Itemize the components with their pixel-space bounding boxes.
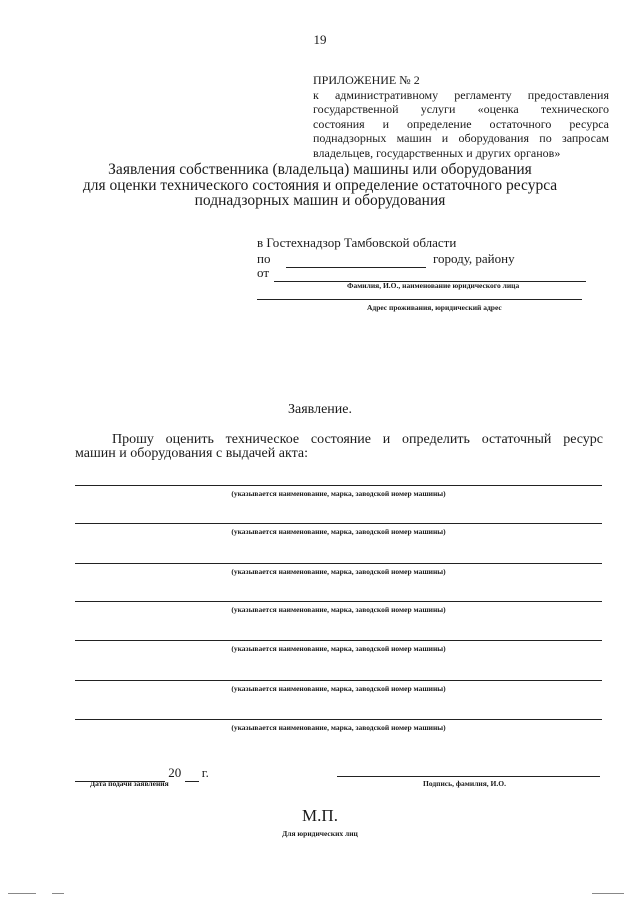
- title-line: Заявления собственника (владельца) машины или оборудования: [108, 161, 532, 178]
- machine-caption: (указывается наименование, марка, заводской номер машины): [231, 605, 446, 614]
- signature-field[interactable]: [337, 776, 600, 777]
- machine-field-3[interactable]: [75, 563, 602, 564]
- machine-caption: (указывается наименование, марка, заводской номер машины): [231, 527, 446, 536]
- applicant-name-field[interactable]: [274, 265, 586, 282]
- machine-field-2[interactable]: [75, 523, 602, 524]
- stamp-label: М.П.: [302, 806, 338, 825]
- address-caption: Адрес проживания, юридический адрес: [367, 303, 502, 312]
- statement-heading: Заявление.: [288, 402, 352, 417]
- page-number: 19: [313, 32, 327, 47]
- machine-caption: (указывается наименование, марка, заводской номер машины): [231, 644, 446, 653]
- footer-mark: [8, 893, 36, 894]
- request-line: Прошу оценить техническое состояние и определить остаточный ресурс: [112, 432, 603, 447]
- title-line: для оценки технического состояния и определение остаточного ресурса: [82, 176, 558, 194]
- year-suffix: г.: [201, 765, 209, 780]
- request-line: машин и оборудования с выдачей акта:: [75, 446, 308, 461]
- district-suffix: городу, району: [432, 251, 515, 266]
- machine-field-6[interactable]: [75, 680, 602, 681]
- machine-caption: (указывается наименование, марка, заводской номер машины): [231, 489, 446, 498]
- machine-field-7[interactable]: [75, 719, 602, 720]
- appendix-line: государственной услуги «оценка технического: [313, 102, 609, 117]
- signature-caption: Подпись, фамилия, И.О.: [423, 779, 506, 788]
- footer-mark: [52, 893, 64, 894]
- applicant-prefix: от: [257, 265, 270, 280]
- date-caption: Дата подачи заявления: [90, 779, 169, 788]
- year-field[interactable]: [185, 765, 199, 782]
- appendix-heading: ПРИЛОЖЕНИЕ № 2: [313, 73, 420, 87]
- stamp-caption: Для юридических лиц: [282, 829, 358, 838]
- document-title: [0, 162, 640, 209]
- title-line: поднадзорных машин и оборудования: [194, 192, 446, 209]
- recipient-line: в Гостехнадзор Тамбовской области: [257, 235, 457, 250]
- machine-caption: (указывается наименование, марка, заводской номер машины): [231, 684, 446, 693]
- machine-caption: (указывается наименование, марка, заводской номер машины): [231, 723, 446, 732]
- year-prefix: 20: [168, 765, 182, 780]
- machine-field-5[interactable]: [75, 640, 602, 641]
- appendix-line: состояния и определение остаточного ресурса: [313, 116, 609, 131]
- appendix-line: к административному регламенту предоставления: [313, 87, 609, 102]
- appendix-line: поднадзорных машин и оборудования по запросам: [313, 131, 609, 146]
- applicant-caption: Фамилия, И.О., наименование юридического лица: [347, 281, 520, 290]
- machine-field-4[interactable]: [75, 601, 602, 602]
- applicant-row: [257, 265, 586, 282]
- appendix-block: [313, 73, 609, 161]
- request-text: [75, 433, 603, 461]
- machine-field-1[interactable]: [75, 485, 602, 486]
- district-prefix: по: [257, 251, 271, 266]
- footer-mark: [592, 893, 624, 894]
- applicant-address-field[interactable]: [257, 299, 582, 300]
- machine-caption: (указывается наименование, марка, заводской номер машины): [231, 567, 446, 576]
- appendix-line: владельцев, государственных и других органов»: [313, 145, 561, 160]
